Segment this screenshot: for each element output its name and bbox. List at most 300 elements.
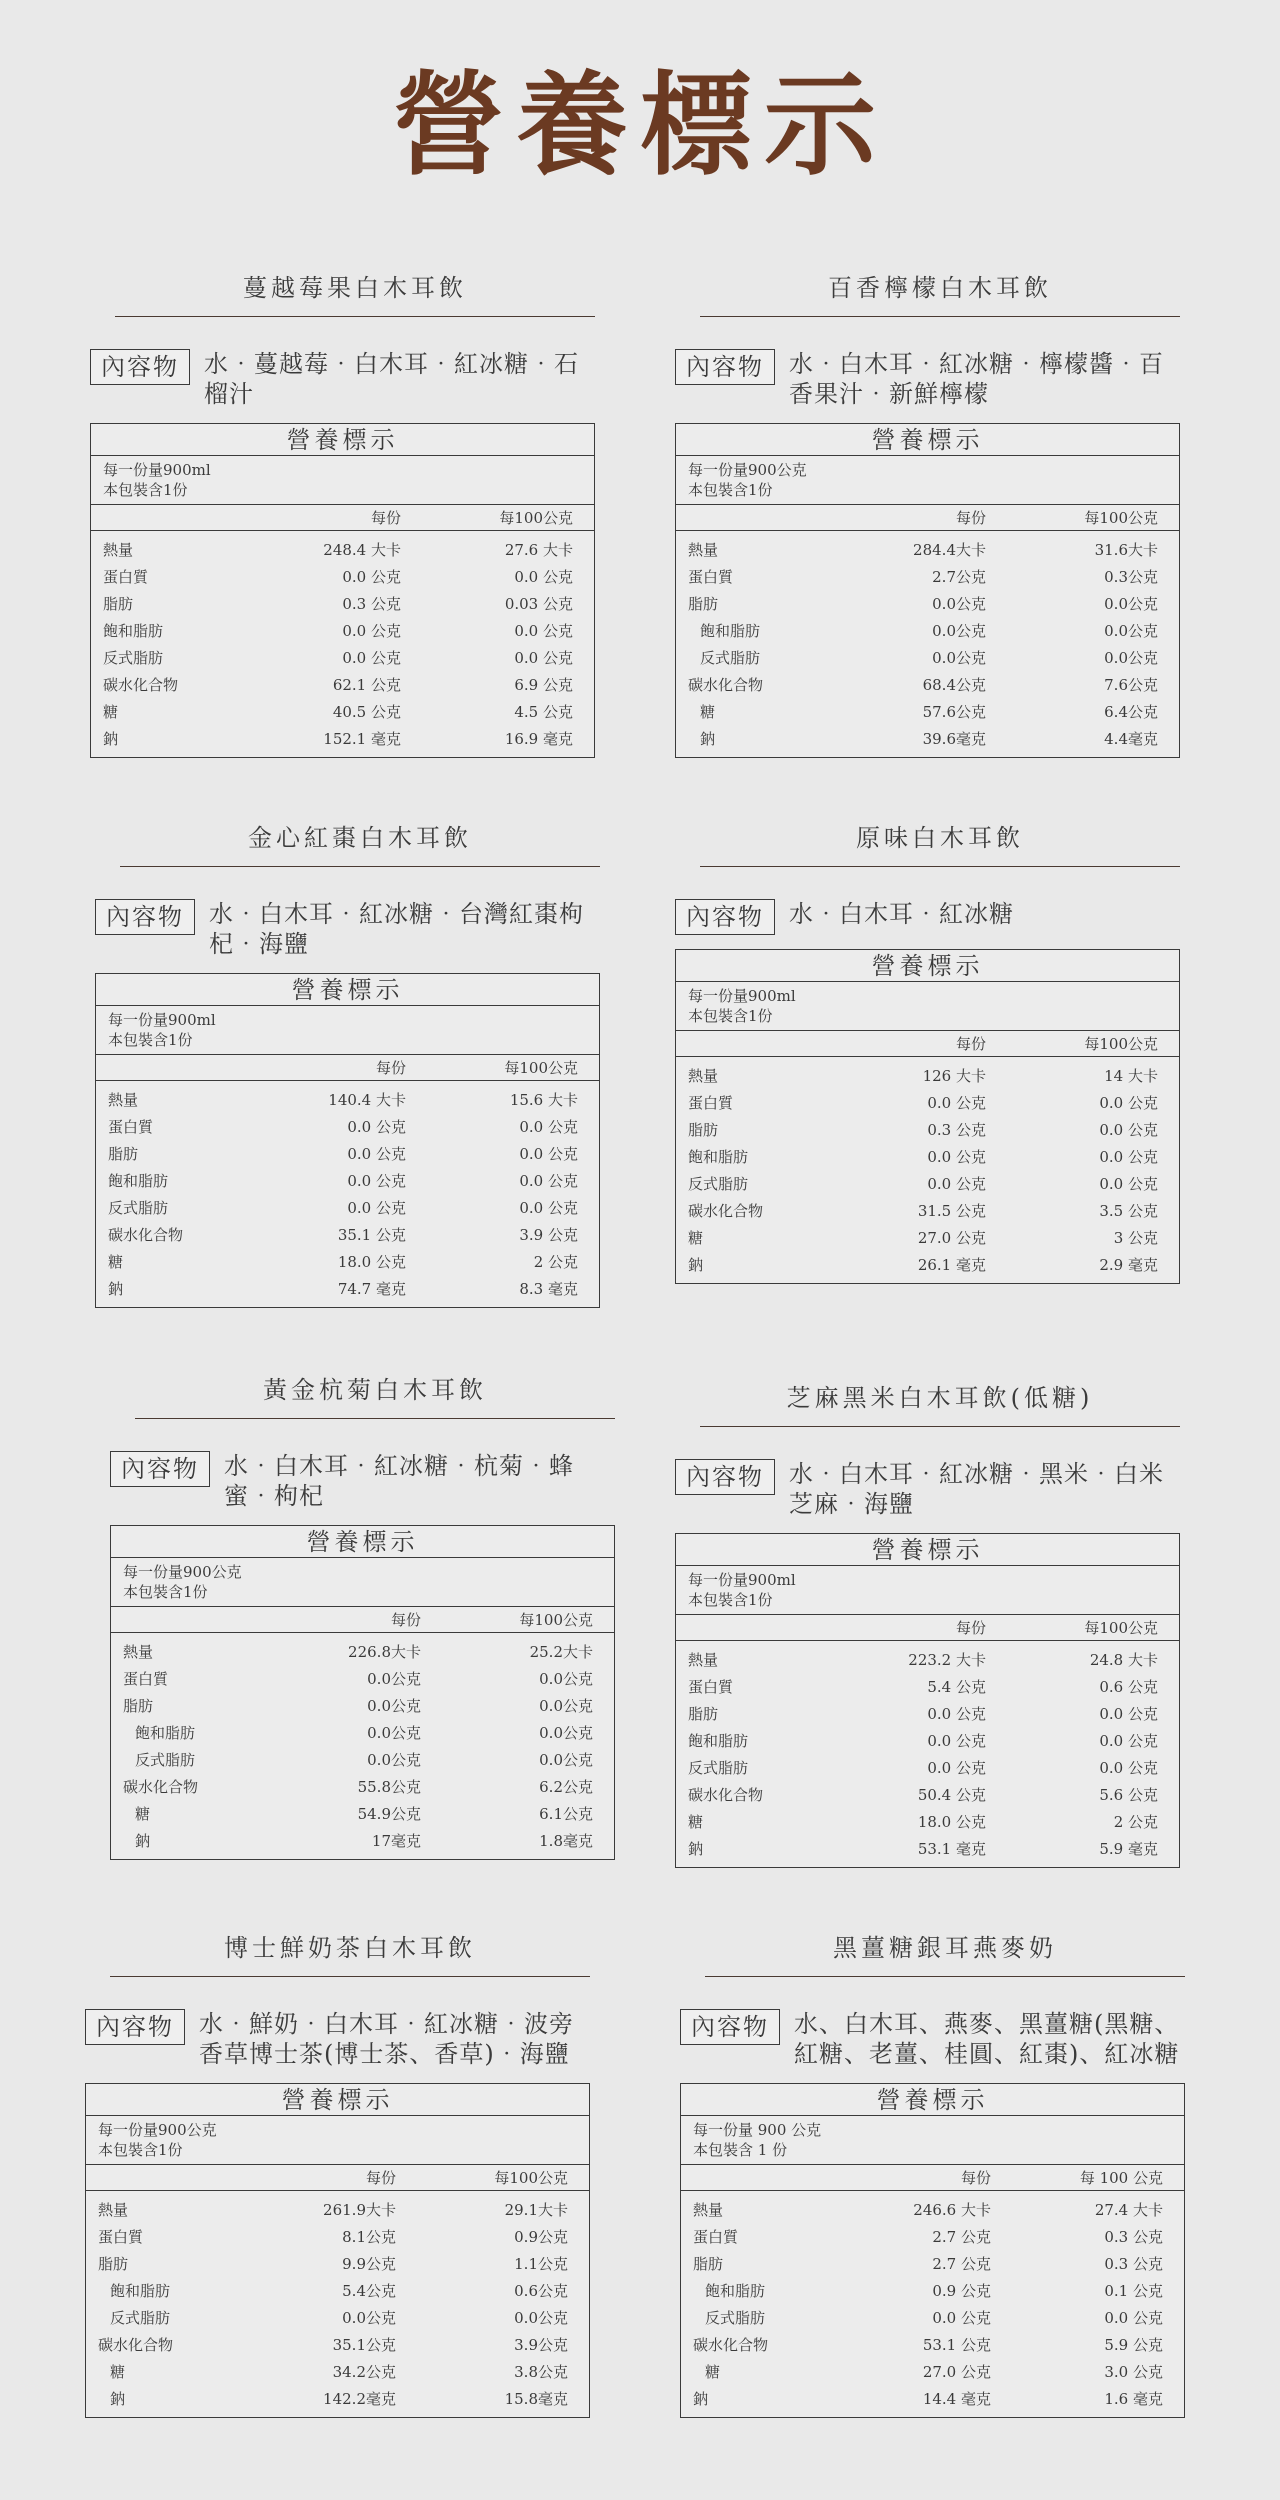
column-blank bbox=[96, 1055, 266, 1080]
per-serving-value: 0.0公克 bbox=[932, 649, 986, 667]
ingredients-text: 水‧白木耳‧紅冰糖‧台灣紅棗枸杞‧海鹽 bbox=[209, 900, 584, 958]
nutrition-row bbox=[86, 2197, 589, 2224]
product-name: 蔓越莓果白木耳飲 bbox=[243, 274, 467, 302]
nutrition-row bbox=[111, 1639, 614, 1666]
per-100-value: 3.9公克 bbox=[514, 2336, 568, 2354]
ingredients bbox=[675, 349, 1205, 409]
per-100-value: 5.6 公克 bbox=[1099, 1786, 1158, 1804]
per-100-value: 0.0 公克 bbox=[1099, 1094, 1158, 1112]
ingredients bbox=[680, 2009, 1210, 2069]
per-serving-value: 0.0 公克 bbox=[342, 568, 401, 586]
per-100-value: 0.0 公克 bbox=[1099, 1175, 1158, 1193]
per-serving-value: 57.6公克 bbox=[922, 703, 986, 721]
nutrition-table-header: 營養標示 bbox=[676, 424, 1179, 456]
nutrient-name: 飽和脂肪 bbox=[135, 1724, 196, 1742]
per-serving-value: 0.0 公克 bbox=[927, 1094, 986, 1112]
nutrition-row bbox=[111, 1720, 614, 1747]
per-100-value: 1.8毫克 bbox=[539, 1832, 593, 1850]
per-serving-value: 53.1 毫克 bbox=[917, 1840, 986, 1858]
column-headers bbox=[676, 505, 1179, 531]
nutrient-name: 飽和脂肪 bbox=[700, 622, 761, 640]
nutrition-table bbox=[110, 1525, 615, 1860]
product-card bbox=[675, 1378, 1205, 1868]
nutrition-row bbox=[676, 1809, 1179, 1836]
per-serving-value: 0.0 公克 bbox=[932, 2309, 991, 2327]
serving-info bbox=[86, 2116, 589, 2165]
per-100-value: 2 公克 bbox=[533, 1253, 578, 1271]
column-headers bbox=[676, 1615, 1179, 1641]
nutrient-name: 熱量 bbox=[103, 541, 134, 559]
nutrient-name: 碳水化合物 bbox=[103, 676, 179, 694]
per-100-value: 0.6 公克 bbox=[1099, 1678, 1158, 1696]
ingredients-text: 水‧白木耳‧紅冰糖 bbox=[789, 900, 1014, 928]
ingredients-label: 內容物 bbox=[675, 1459, 775, 1495]
serving-size: 每一份量900ml bbox=[688, 1571, 796, 1589]
serving-size: 每一份量900ml bbox=[103, 461, 211, 479]
ingredients-text: 水‧白木耳‧紅冰糖‧黑米‧白米芝麻‧海鹽 bbox=[789, 1460, 1164, 1518]
ingredients-label: 內容物 bbox=[95, 899, 195, 935]
nutrient-name: 飽和脂肪 bbox=[103, 622, 164, 640]
nutrient-name: 飽和脂肪 bbox=[705, 2282, 766, 2300]
nutrition-row bbox=[681, 2332, 1184, 2359]
nutrition-row bbox=[86, 2305, 589, 2332]
col-per-serving: 每份 bbox=[955, 1035, 986, 1053]
nutrient-name: 反式脂肪 bbox=[688, 1175, 749, 1193]
per-100-value: 3 公克 bbox=[1113, 1229, 1158, 1247]
nutrition-row bbox=[91, 591, 594, 618]
nutrition-row bbox=[86, 2278, 589, 2305]
nutrient-name: 熱量 bbox=[123, 1643, 154, 1661]
per-serving-value: 0.0公克 bbox=[342, 2309, 396, 2327]
per-serving-value: 0.0 公克 bbox=[342, 649, 401, 667]
per-serving-value: 0.0 公克 bbox=[927, 1148, 986, 1166]
per-100-value: 0.0 公克 bbox=[1099, 1759, 1158, 1777]
nutrient-name: 反式脂肪 bbox=[705, 2309, 766, 2327]
per-100-value: 1.6 毫克 bbox=[1104, 2390, 1163, 2408]
nutrition-row bbox=[681, 2251, 1184, 2278]
per-serving-value: 35.1公克 bbox=[332, 2336, 396, 2354]
ingredients-text: 水‧白木耳‧紅冰糖‧檸檬醬‧百香果汁‧新鮮檸檬 bbox=[789, 350, 1164, 408]
nutrient-name: 蛋白質 bbox=[688, 568, 734, 586]
per-100-value: 0.0 公克 bbox=[514, 568, 573, 586]
nutrition-row bbox=[676, 1225, 1179, 1252]
nutrient-name: 碳水化合物 bbox=[123, 1778, 199, 1796]
per-100-value: 0.6公克 bbox=[514, 2282, 568, 2300]
product-name: 芝麻黑米白木耳飲(低糖) bbox=[786, 1384, 1094, 1412]
product-card bbox=[680, 1928, 1210, 2418]
nutrition-row bbox=[681, 2386, 1184, 2413]
nutrition-row bbox=[676, 699, 1179, 726]
column-headers bbox=[91, 505, 594, 531]
per-100-value: 3.9 公克 bbox=[519, 1226, 578, 1244]
product-name: 黑薑糖銀耳燕麥奶 bbox=[833, 1934, 1057, 1962]
per-serving-value: 0.0公克 bbox=[932, 622, 986, 640]
per-100-value: 0.0 公克 bbox=[519, 1118, 578, 1136]
per-serving-value: 9.9公克 bbox=[342, 2255, 396, 2273]
column-blank bbox=[676, 1615, 846, 1640]
serving-info bbox=[676, 456, 1179, 505]
serving-info bbox=[96, 1006, 599, 1055]
per-serving-value: 2.7公克 bbox=[932, 568, 986, 586]
per-serving-value: 74.7 毫克 bbox=[337, 1280, 406, 1298]
nutrition-table bbox=[675, 1533, 1180, 1868]
servings-per-pack: 本包裝含 1 份 bbox=[693, 2141, 788, 2159]
per-100-value: 6.2公克 bbox=[539, 1778, 593, 1796]
nutrient-name: 鈉 bbox=[693, 2390, 709, 2408]
per-100-value: 15.8毫克 bbox=[504, 2390, 568, 2408]
nutrition-row bbox=[681, 2305, 1184, 2332]
per-100-value: 8.3 毫克 bbox=[519, 1280, 578, 1298]
nutrition-rows bbox=[111, 1633, 614, 1859]
ingredients bbox=[110, 1451, 640, 1511]
per-serving-value: 0.3 公克 bbox=[927, 1121, 986, 1139]
col-per-100: 每 100 公克 bbox=[1079, 2169, 1163, 2187]
per-serving-value: 54.9公克 bbox=[357, 1805, 421, 1823]
per-serving-value: 0.0 公克 bbox=[927, 1175, 986, 1193]
nutrient-name: 蛋白質 bbox=[123, 1670, 169, 1688]
nutrient-name: 熱量 bbox=[108, 1091, 139, 1109]
nutrition-row bbox=[91, 618, 594, 645]
nutrient-name: 糖 bbox=[103, 703, 119, 721]
col-per-100: 每100公克 bbox=[1084, 509, 1158, 527]
nutrient-name: 糖 bbox=[705, 2363, 721, 2381]
nutrition-row bbox=[96, 1222, 599, 1249]
per-100-value: 0.3 公克 bbox=[1104, 2228, 1163, 2246]
title-divider bbox=[110, 1976, 590, 1977]
per-100-value: 0.0 公克 bbox=[1099, 1705, 1158, 1723]
nutrition-row bbox=[96, 1114, 599, 1141]
nutrient-name: 碳水化合物 bbox=[688, 676, 764, 694]
servings-per-pack: 本包裝含1份 bbox=[688, 1007, 773, 1025]
column-headers bbox=[676, 1031, 1179, 1057]
ingredients-text: 水‧白木耳‧紅冰糖‧杭菊‧蜂蜜‧枸杞 bbox=[224, 1452, 574, 1510]
nutrition-rows bbox=[96, 1081, 599, 1307]
per-serving-value: 55.8公克 bbox=[357, 1778, 421, 1796]
nutrition-row bbox=[111, 1666, 614, 1693]
nutrient-name: 碳水化合物 bbox=[693, 2336, 769, 2354]
nutrition-row bbox=[676, 618, 1179, 645]
nutrient-name: 糖 bbox=[110, 2363, 126, 2381]
ingredients bbox=[95, 899, 625, 959]
nutrient-name: 熱量 bbox=[693, 2201, 724, 2219]
nutrition-rows bbox=[91, 531, 594, 757]
per-100-value: 0.0 公克 bbox=[519, 1172, 578, 1190]
column-blank bbox=[86, 2165, 256, 2190]
nutrition-table-header: 營養標示 bbox=[681, 2084, 1184, 2116]
per-100-value: 27.6 大卡 bbox=[504, 541, 573, 559]
per-serving-value: 226.8大卡 bbox=[348, 1643, 421, 1661]
nutrition-row bbox=[676, 1144, 1179, 1171]
column-blank bbox=[111, 1607, 281, 1632]
serving-size: 每一份量900ml bbox=[688, 987, 796, 1005]
per-serving-value: 2.7 公克 bbox=[932, 2255, 991, 2273]
page-title: 營養標示 bbox=[392, 60, 888, 191]
per-serving-value: 17毫克 bbox=[371, 1832, 421, 1850]
nutrient-name: 鈉 bbox=[103, 730, 119, 748]
nutrient-name: 脂肪 bbox=[693, 2255, 724, 2273]
nutrition-table-header: 營養標示 bbox=[676, 1534, 1179, 1566]
per-serving-value: 27.0 公克 bbox=[917, 1229, 986, 1247]
nutrition-row bbox=[676, 1674, 1179, 1701]
per-100-value: 16.9 毫克 bbox=[504, 730, 573, 748]
nutrient-name: 蛋白質 bbox=[688, 1678, 734, 1696]
nutrition-row bbox=[86, 2251, 589, 2278]
product-name: 博士鮮奶茶白木耳飲 bbox=[224, 1934, 476, 1962]
per-100-value: 6.1公克 bbox=[539, 1805, 593, 1823]
nutrition-row bbox=[96, 1195, 599, 1222]
col-per-100: 每100公克 bbox=[1084, 1619, 1158, 1637]
serving-info bbox=[676, 1566, 1179, 1615]
per-serving-value: 39.6毫克 bbox=[922, 730, 986, 748]
per-serving-value: 53.1 公克 bbox=[922, 2336, 991, 2354]
col-per-100: 每100公克 bbox=[519, 1611, 593, 1629]
product-card bbox=[110, 1370, 640, 1860]
ingredients bbox=[675, 1459, 1205, 1519]
per-serving-value: 284.4大卡 bbox=[913, 541, 986, 559]
nutrition-row bbox=[676, 1117, 1179, 1144]
per-100-value: 0.3公克 bbox=[1104, 568, 1158, 586]
title-divider bbox=[705, 1976, 1185, 1977]
nutrition-table-header: 營養標示 bbox=[91, 424, 594, 456]
nutrient-name: 蛋白質 bbox=[103, 568, 149, 586]
product-name: 原味白木耳飲 bbox=[856, 824, 1024, 852]
nutrient-name: 糖 bbox=[108, 1253, 124, 1271]
nutrient-name: 熱量 bbox=[688, 1067, 719, 1085]
per-100-value: 0.0 公克 bbox=[519, 1199, 578, 1217]
per-100-value: 0.0公克 bbox=[539, 1697, 593, 1715]
nutrition-row bbox=[676, 1647, 1179, 1674]
col-per-100: 每100公克 bbox=[499, 509, 573, 527]
nutrition-row bbox=[676, 1701, 1179, 1728]
nutrient-name: 熱量 bbox=[98, 2201, 129, 2219]
column-headers bbox=[681, 2165, 1184, 2191]
nutrition-row bbox=[86, 2224, 589, 2251]
per-serving-value: 68.4公克 bbox=[922, 676, 986, 694]
nutrition-rows bbox=[676, 531, 1179, 757]
nutrient-name: 鈉 bbox=[688, 1256, 704, 1274]
nutrient-name: 脂肪 bbox=[688, 595, 719, 613]
nutrient-name: 碳水化合物 bbox=[108, 1226, 184, 1244]
per-100-value: 0.1 公克 bbox=[1104, 2282, 1163, 2300]
nutrition-table bbox=[90, 423, 595, 758]
nutrition-row bbox=[86, 2359, 589, 2386]
per-100-value: 0.0公克 bbox=[1104, 649, 1158, 667]
per-100-value: 0.0公克 bbox=[514, 2309, 568, 2327]
nutrition-row bbox=[111, 1774, 614, 1801]
per-100-value: 0.0 公克 bbox=[519, 1145, 578, 1163]
ingredients-label: 內容物 bbox=[675, 899, 775, 935]
nutrition-row bbox=[111, 1801, 614, 1828]
servings-per-pack: 本包裝含1份 bbox=[688, 1591, 773, 1609]
serving-size: 每一份量900公克 bbox=[123, 1563, 242, 1581]
per-100-value: 0.0公克 bbox=[539, 1751, 593, 1769]
nutrition-row bbox=[676, 537, 1179, 564]
nutrition-row bbox=[91, 537, 594, 564]
nutrition-row bbox=[91, 726, 594, 753]
per-100-value: 0.0 公克 bbox=[514, 622, 573, 640]
nutrient-name: 飽和脂肪 bbox=[688, 1148, 749, 1166]
per-serving-value: 62.1 公克 bbox=[332, 676, 401, 694]
per-serving-value: 0.0 公克 bbox=[342, 622, 401, 640]
col-per-serving: 每份 bbox=[955, 509, 986, 527]
per-serving-value: 0.0公克 bbox=[932, 595, 986, 613]
per-100-value: 3.5 公克 bbox=[1099, 1202, 1158, 1220]
per-serving-value: 261.9大卡 bbox=[323, 2201, 396, 2219]
product-name: 黃金杭菊白木耳飲 bbox=[263, 1376, 487, 1404]
nutrition-row bbox=[96, 1168, 599, 1195]
nutrient-name: 脂肪 bbox=[688, 1705, 719, 1723]
per-100-value: 7.6公克 bbox=[1104, 676, 1158, 694]
nutrition-row bbox=[96, 1087, 599, 1114]
col-per-serving: 每份 bbox=[960, 2169, 991, 2187]
per-serving-value: 142.2毫克 bbox=[323, 2390, 396, 2408]
per-100-value: 25.2大卡 bbox=[529, 1643, 593, 1661]
nutrient-name: 蛋白質 bbox=[98, 2228, 144, 2246]
servings-per-pack: 本包裝含1份 bbox=[98, 2141, 183, 2159]
nutrition-row bbox=[676, 1252, 1179, 1279]
nutrition-row bbox=[676, 1063, 1179, 1090]
nutrient-name: 反式脂肪 bbox=[110, 2309, 171, 2327]
per-100-value: 5.9 公克 bbox=[1104, 2336, 1163, 2354]
per-serving-value: 18.0 公克 bbox=[337, 1253, 406, 1271]
ingredients-label: 內容物 bbox=[675, 349, 775, 385]
serving-info bbox=[681, 2116, 1184, 2165]
per-100-value: 0.0公克 bbox=[1104, 622, 1158, 640]
serving-size: 每一份量900公克 bbox=[98, 2121, 217, 2139]
product-name: 百香檸檬白木耳飲 bbox=[828, 274, 1052, 302]
nutrient-name: 熱量 bbox=[688, 1651, 719, 1669]
ingredients-text: 水‧蔓越莓‧白木耳‧紅冰糖‧石榴汁 bbox=[204, 350, 579, 408]
product-card bbox=[675, 268, 1205, 758]
per-serving-value: 40.5 公克 bbox=[332, 703, 401, 721]
nutrition-table bbox=[95, 973, 600, 1308]
nutrient-name: 飽和脂肪 bbox=[688, 1732, 749, 1750]
per-serving-value: 0.0 公克 bbox=[347, 1199, 406, 1217]
nutrition-table bbox=[675, 423, 1180, 758]
nutrient-name: 飽和脂肪 bbox=[108, 1172, 169, 1190]
nutrition-row bbox=[681, 2197, 1184, 2224]
title-divider bbox=[700, 316, 1180, 317]
per-serving-value: 0.0 公克 bbox=[927, 1759, 986, 1777]
nutrition-row bbox=[676, 1782, 1179, 1809]
column-headers bbox=[111, 1607, 614, 1633]
nutrition-row bbox=[676, 1836, 1179, 1863]
nutrient-name: 蛋白質 bbox=[693, 2228, 739, 2246]
per-100-value: 0.0 公克 bbox=[1104, 2309, 1163, 2327]
title-divider bbox=[115, 316, 595, 317]
col-per-serving: 每份 bbox=[375, 1059, 406, 1077]
nutrition-table-header: 營養標示 bbox=[86, 2084, 589, 2116]
per-serving-value: 0.0 公克 bbox=[927, 1705, 986, 1723]
col-per-100: 每100公克 bbox=[494, 2169, 568, 2187]
nutrient-name: 鈉 bbox=[108, 1280, 124, 1298]
per-100-value: 0.03 公克 bbox=[504, 595, 573, 613]
per-serving-value: 0.3 公克 bbox=[342, 595, 401, 613]
product-card bbox=[95, 818, 625, 1308]
nutrient-name: 熱量 bbox=[688, 541, 719, 559]
per-serving-value: 0.0公克 bbox=[367, 1697, 421, 1715]
nutrition-row bbox=[96, 1249, 599, 1276]
per-serving-value: 140.4 大卡 bbox=[328, 1091, 406, 1109]
per-serving-value: 34.2公克 bbox=[332, 2363, 396, 2381]
column-blank bbox=[676, 505, 846, 530]
nutrient-name: 鈉 bbox=[688, 1840, 704, 1858]
nutrient-name: 飽和脂肪 bbox=[110, 2282, 171, 2300]
servings-per-pack: 本包裝含1份 bbox=[123, 1583, 208, 1601]
nutrient-name: 鈉 bbox=[135, 1832, 151, 1850]
nutrition-row bbox=[676, 591, 1179, 618]
per-100-value: 0.0 公克 bbox=[1099, 1148, 1158, 1166]
per-serving-value: 248.4 大卡 bbox=[323, 541, 401, 559]
per-serving-value: 152.1 毫克 bbox=[323, 730, 401, 748]
nutrient-name: 碳水化合物 bbox=[688, 1202, 764, 1220]
product-card bbox=[675, 818, 1205, 1284]
per-serving-value: 18.0 公克 bbox=[917, 1813, 986, 1831]
nutrition-row bbox=[676, 1198, 1179, 1225]
nutrient-name: 糖 bbox=[688, 1813, 704, 1831]
nutrient-name: 脂肪 bbox=[103, 595, 134, 613]
col-per-100: 每100公克 bbox=[504, 1059, 578, 1077]
col-per-serving: 每份 bbox=[365, 2169, 396, 2187]
nutrient-name: 蛋白質 bbox=[108, 1118, 154, 1136]
nutrient-name: 碳水化合物 bbox=[98, 2336, 174, 2354]
nutrition-table-header: 營養標示 bbox=[676, 950, 1179, 982]
product-card bbox=[85, 1928, 615, 2418]
nutrition-row bbox=[96, 1276, 599, 1303]
nutrition-row bbox=[111, 1828, 614, 1855]
nutrition-row bbox=[681, 2224, 1184, 2251]
per-100-value: 2.9 毫克 bbox=[1099, 1256, 1158, 1274]
nutrient-name: 反式脂肪 bbox=[108, 1199, 169, 1217]
per-serving-value: 27.0 公克 bbox=[922, 2363, 991, 2381]
per-100-value: 1.1公克 bbox=[514, 2255, 568, 2273]
per-serving-value: 31.5 公克 bbox=[917, 1202, 986, 1220]
per-serving-value: 0.0公克 bbox=[367, 1751, 421, 1769]
title-divider bbox=[135, 1418, 615, 1419]
nutrient-name: 糖 bbox=[700, 703, 716, 721]
nutrient-name: 鈉 bbox=[110, 2390, 126, 2408]
per-serving-value: 0.0 公克 bbox=[347, 1145, 406, 1163]
per-serving-value: 246.6 大卡 bbox=[913, 2201, 991, 2219]
per-100-value: 14 大卡 bbox=[1104, 1067, 1158, 1085]
ingredients-text: 水‧鮮奶‧白木耳‧紅冰糖‧波旁香草博士茶(博士茶、香草)‧海鹽 bbox=[199, 2010, 574, 2068]
ingredients-label: 內容物 bbox=[680, 2009, 780, 2045]
per-100-value: 4.4毫克 bbox=[1104, 730, 1158, 748]
nutrition-row bbox=[91, 699, 594, 726]
per-serving-value: 126 大卡 bbox=[922, 1067, 986, 1085]
per-serving-value: 0.0 公克 bbox=[347, 1118, 406, 1136]
per-serving-value: 0.9 公克 bbox=[932, 2282, 991, 2300]
ingredients-text: 水、白木耳、燕麥、黑薑糖(黑糖、紅糖、老薑、桂圓、紅棗)、紅冰糖 bbox=[794, 2010, 1180, 2068]
per-serving-value: 2.7 公克 bbox=[932, 2228, 991, 2246]
nutrition-row bbox=[96, 1141, 599, 1168]
per-100-value: 3.8公克 bbox=[514, 2363, 568, 2381]
nutrient-name: 蛋白質 bbox=[688, 1094, 734, 1112]
serving-size: 每一份量 900 公克 bbox=[693, 2121, 822, 2139]
ingredients-label: 內容物 bbox=[110, 1451, 210, 1487]
nutrition-row bbox=[676, 672, 1179, 699]
per-100-value: 29.1大卡 bbox=[504, 2201, 568, 2219]
nutrient-name: 碳水化合物 bbox=[688, 1786, 764, 1804]
per-100-value: 27.4 大卡 bbox=[1094, 2201, 1163, 2219]
column-headers bbox=[96, 1055, 599, 1081]
per-100-value: 0.0 公克 bbox=[1099, 1121, 1158, 1139]
nutrition-table bbox=[675, 949, 1180, 1284]
nutrition-row bbox=[91, 645, 594, 672]
per-100-value: 0.0公克 bbox=[1104, 595, 1158, 613]
ingredients bbox=[90, 349, 620, 409]
nutrition-row bbox=[676, 1728, 1179, 1755]
